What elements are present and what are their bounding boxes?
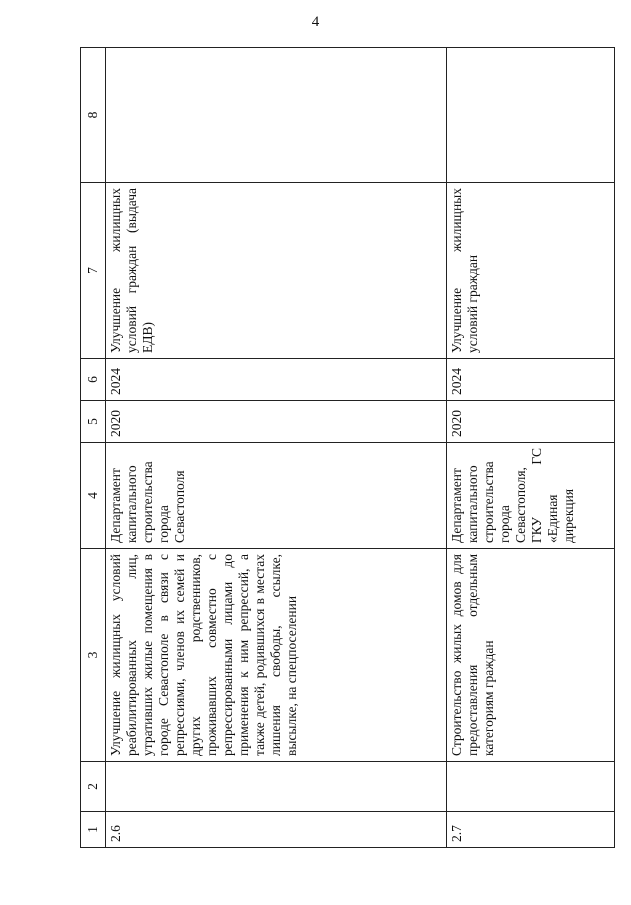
header-cell-5: 5 <box>81 401 106 443</box>
page-number: 4 <box>311 14 320 30</box>
header-row <box>81 48 106 848</box>
header-cell-3: 3 <box>81 549 106 762</box>
row-col2 <box>106 762 447 812</box>
end-year: 2024 <box>447 359 615 401</box>
expected-result: Улучшение жилищных условий граждан <box>447 183 615 359</box>
start-year: 2020 <box>447 401 615 443</box>
expected-result: Улучшение жилищных условий граждан (выдача ЕДВ) <box>106 183 447 359</box>
rotated-table-frame <box>80 48 605 848</box>
executor: Департамент капитального строительства города Севастополя <box>106 443 447 549</box>
header-cell-2: 2 <box>81 762 106 812</box>
header-cell-4: 4 <box>81 443 106 549</box>
measure-name: Улучшение жилищных условий реабилитированных лиц, утративших жилые помещения в городе Севастополе в связи с репрессиями, членов их семей и других родственников, проживавших совместно с репрессированными лицами до применения к ним репрессий, а также детей, родившихся в местах лишения свободы, ссылке, высылке, на спецпоселении <box>106 549 447 762</box>
header-cell-1: 1 <box>81 812 106 848</box>
row-number: 2.6 <box>106 812 447 848</box>
row-col8 <box>106 48 447 183</box>
header-cell-7: 7 <box>81 183 106 359</box>
table-row <box>447 48 615 848</box>
executor: Департамент капитального строительства города Севастополя, ГКУ ГС «Единая дирекция <box>447 443 615 549</box>
row-col8 <box>447 48 615 183</box>
measures-table <box>80 47 615 848</box>
start-year: 2020 <box>106 401 447 443</box>
end-year: 2024 <box>106 359 447 401</box>
header-cell-8: 8 <box>81 48 106 183</box>
measure-name: Строительство жилых домов для предоставления отдельным категориям граждан <box>447 549 615 762</box>
row-col2 <box>447 762 615 812</box>
row-number: 2.7 <box>447 812 615 848</box>
table-row <box>106 48 447 848</box>
table-container <box>80 48 605 848</box>
header-cell-6: 6 <box>81 359 106 401</box>
